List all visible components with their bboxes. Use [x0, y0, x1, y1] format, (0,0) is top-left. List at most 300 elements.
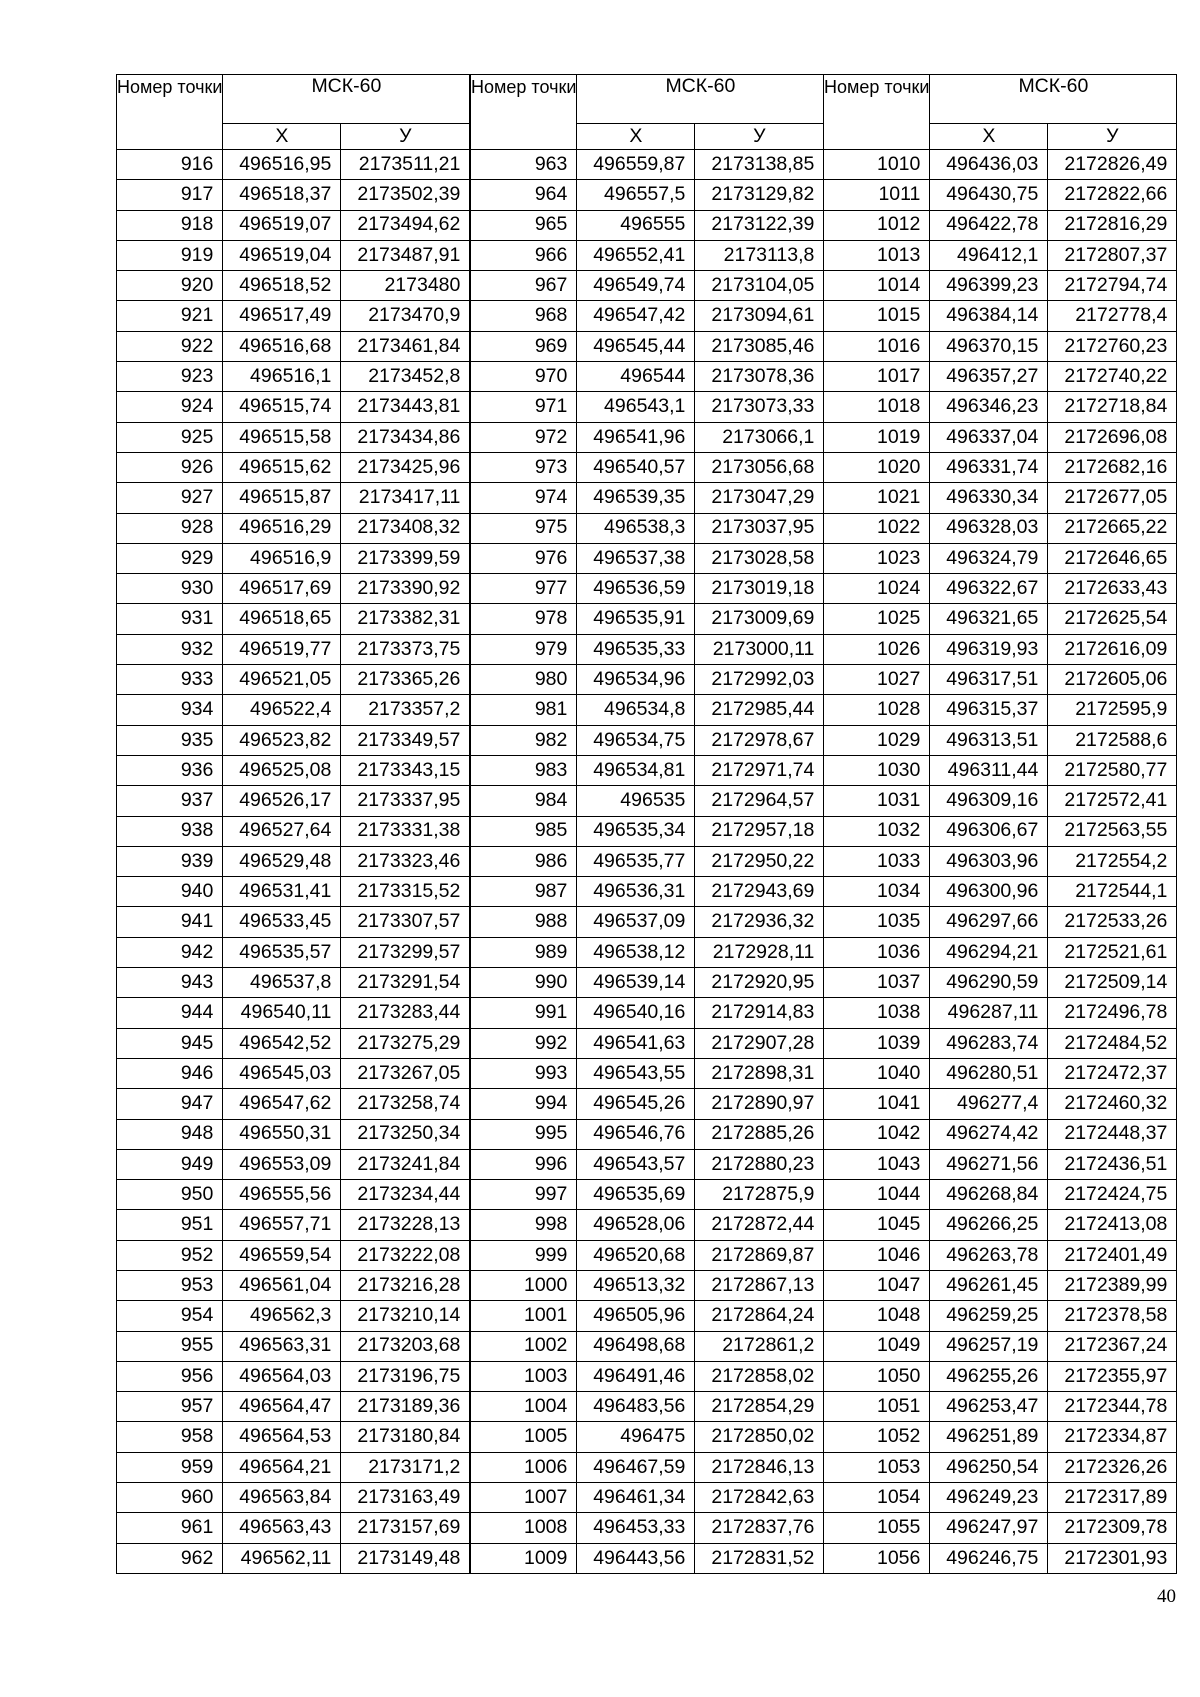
y-coordinate-cell: 2172367,24 [1048, 1331, 1177, 1361]
x-column-header: Х [223, 124, 341, 150]
table-row [117, 392, 470, 422]
x-column-header: Х [930, 124, 1048, 150]
point-number-cell: 947 [117, 1089, 223, 1119]
x-coordinate-cell: 496436,03 [930, 150, 1048, 180]
point-number-cell: 970 [471, 362, 577, 392]
coordinate-system-header: МСК-60 [223, 75, 470, 124]
y-coordinate-cell: 2173009,69 [695, 604, 824, 634]
y-coordinate-cell: 2172378,58 [1048, 1301, 1177, 1331]
y-coordinate-cell: 2173323,46 [341, 846, 470, 876]
table-row [471, 1331, 824, 1361]
y-coordinate-cell: 2172718,84 [1048, 392, 1177, 422]
x-coordinate-cell: 496564,21 [223, 1452, 341, 1482]
point-number-cell: 1037 [824, 968, 930, 998]
x-coordinate-cell: 496564,47 [223, 1392, 341, 1422]
table-row [824, 1513, 1177, 1543]
point-number-cell: 955 [117, 1331, 223, 1361]
table-row [824, 998, 1177, 1028]
y-coordinate-cell: 2172625,54 [1048, 604, 1177, 634]
point-number-cell: 1028 [824, 695, 930, 725]
table-row [471, 1089, 824, 1119]
x-coordinate-cell: 496547,62 [223, 1089, 341, 1119]
table-row [117, 1301, 470, 1331]
point-number-cell: 959 [117, 1452, 223, 1482]
table-row [824, 483, 1177, 513]
x-coordinate-cell: 496516,9 [223, 543, 341, 573]
table-row [117, 1513, 470, 1543]
table-row [117, 150, 470, 180]
point-number-cell: 1007 [471, 1483, 577, 1513]
point-number-cell: 1053 [824, 1452, 930, 1482]
x-coordinate-cell: 496539,14 [577, 968, 695, 998]
table-row [824, 604, 1177, 634]
y-coordinate-cell: 2172389,99 [1048, 1270, 1177, 1300]
x-coordinate-cell: 496255,26 [930, 1361, 1048, 1391]
y-coordinate-cell: 2172928,11 [695, 937, 824, 967]
point-number-cell: 982 [471, 725, 577, 755]
table-row [117, 877, 470, 907]
y-coordinate-cell: 2173180,84 [341, 1422, 470, 1452]
x-coordinate-cell: 496516,95 [223, 150, 341, 180]
x-coordinate-cell: 496516,68 [223, 331, 341, 361]
x-coordinate-cell: 496535,91 [577, 604, 695, 634]
x-coordinate-cell: 496562,11 [223, 1543, 341, 1573]
y-coordinate-cell: 2172317,89 [1048, 1483, 1177, 1513]
x-coordinate-cell: 496250,54 [930, 1452, 1048, 1482]
y-coordinate-cell: 2173122,39 [695, 210, 824, 240]
point-number-cell: 1044 [824, 1180, 930, 1210]
x-coordinate-cell: 496529,48 [223, 846, 341, 876]
y-coordinate-cell: 2172344,78 [1048, 1392, 1177, 1422]
table-row [824, 513, 1177, 543]
point-number-cell: 989 [471, 937, 577, 967]
x-coordinate-cell: 496552,41 [577, 240, 695, 270]
table-row [824, 1270, 1177, 1300]
point-number-cell: 939 [117, 846, 223, 876]
point-number-cell: 1005 [471, 1422, 577, 1452]
table-row [824, 331, 1177, 361]
y-coordinate-cell: 2172831,52 [695, 1543, 824, 1573]
point-number-cell: 974 [471, 483, 577, 513]
y-coordinate-cell: 2172309,78 [1048, 1513, 1177, 1543]
y-column-header: У [1048, 124, 1177, 150]
point-number-cell: 924 [117, 392, 223, 422]
x-coordinate-cell: 496555 [577, 210, 695, 240]
x-coordinate-cell: 496443,56 [577, 1543, 695, 1573]
x-coordinate-cell: 496263,78 [930, 1240, 1048, 1270]
table-row [117, 1270, 470, 1300]
point-number-cell: 1049 [824, 1331, 930, 1361]
y-coordinate-cell: 2173337,95 [341, 786, 470, 816]
table-row [117, 543, 470, 573]
table-row [117, 362, 470, 392]
point-number-cell: 916 [117, 150, 223, 180]
x-coordinate-cell: 496475 [577, 1422, 695, 1452]
point-number-cell: 971 [471, 392, 577, 422]
point-number-cell: 1010 [824, 150, 930, 180]
y-coordinate-cell: 2172875,9 [695, 1180, 824, 1210]
table-row [824, 1180, 1177, 1210]
y-coordinate-cell: 2172633,43 [1048, 574, 1177, 604]
x-coordinate-cell: 496290,59 [930, 968, 1048, 998]
table-row [117, 816, 470, 846]
y-column-header: У [695, 124, 824, 150]
y-coordinate-cell: 2172920,95 [695, 968, 824, 998]
y-coordinate-cell: 2173094,61 [695, 301, 824, 331]
table-row [471, 452, 824, 482]
point-number-cell: 965 [471, 210, 577, 240]
point-number-cell: 1047 [824, 1270, 930, 1300]
table-row [471, 816, 824, 846]
y-coordinate-cell: 2172436,51 [1048, 1149, 1177, 1179]
y-coordinate-cell: 2173171,2 [341, 1452, 470, 1482]
y-coordinate-cell: 2173399,59 [341, 543, 470, 573]
point-number-cell: 928 [117, 513, 223, 543]
x-coordinate-cell: 496246,75 [930, 1543, 1048, 1573]
x-coordinate-cell: 496540,16 [577, 998, 695, 1028]
point-number-cell: 1012 [824, 210, 930, 240]
point-number-cell: 1038 [824, 998, 930, 1028]
y-coordinate-cell: 2172605,06 [1048, 665, 1177, 695]
y-coordinate-cell: 2172964,57 [695, 786, 824, 816]
y-coordinate-cell: 2172760,23 [1048, 331, 1177, 361]
point-number-cell: 1046 [824, 1240, 930, 1270]
x-coordinate-cell: 496266,25 [930, 1210, 1048, 1240]
point-number-cell: 933 [117, 665, 223, 695]
table-row [471, 604, 824, 634]
table-row [117, 483, 470, 513]
x-coordinate-cell: 496563,84 [223, 1483, 341, 1513]
table-row [471, 1028, 824, 1058]
table-row [471, 1270, 824, 1300]
table-row [824, 574, 1177, 604]
point-number-cell: 1033 [824, 846, 930, 876]
y-coordinate-cell: 2173104,05 [695, 271, 824, 301]
table-row [824, 1361, 1177, 1391]
y-coordinate-cell: 2172867,13 [695, 1270, 824, 1300]
point-number-cell: 986 [471, 846, 577, 876]
coordinates-table-2 [470, 74, 824, 1574]
table-row [471, 634, 824, 664]
y-coordinate-cell: 2172401,49 [1048, 1240, 1177, 1270]
point-number-cell: 963 [471, 150, 577, 180]
y-coordinate-cell: 2172854,29 [695, 1392, 824, 1422]
y-coordinate-cell: 2172533,26 [1048, 907, 1177, 937]
x-coordinate-cell: 496562,3 [223, 1301, 341, 1331]
y-coordinate-cell: 2173047,29 [695, 483, 824, 513]
table-row [824, 1301, 1177, 1331]
table-row [471, 1180, 824, 1210]
point-number-cell: 918 [117, 210, 223, 240]
table-row [471, 998, 824, 1028]
table-row [471, 786, 824, 816]
table-row [824, 725, 1177, 755]
x-coordinate-cell: 496319,93 [930, 634, 1048, 664]
table-row [471, 1119, 824, 1149]
point-number-cell: 917 [117, 180, 223, 210]
y-coordinate-cell: 2173258,74 [341, 1089, 470, 1119]
x-coordinate-cell: 496498,68 [577, 1331, 695, 1361]
point-number-cell: 937 [117, 786, 223, 816]
point-number-cell: 1024 [824, 574, 930, 604]
y-coordinate-cell: 2172872,44 [695, 1210, 824, 1240]
x-coordinate-cell: 496527,64 [223, 816, 341, 846]
table-row [117, 968, 470, 998]
y-coordinate-cell: 2173216,28 [341, 1270, 470, 1300]
point-number-cell: 940 [117, 877, 223, 907]
y-coordinate-cell: 2172842,63 [695, 1483, 824, 1513]
table-row [471, 846, 824, 876]
point-number-cell: 1020 [824, 452, 930, 482]
table-row [824, 1483, 1177, 1513]
point-number-cell: 1042 [824, 1119, 930, 1149]
x-coordinate-cell: 496564,53 [223, 1422, 341, 1452]
table-row [471, 725, 824, 755]
y-coordinate-cell: 2173443,81 [341, 392, 470, 422]
x-coordinate-cell: 496297,66 [930, 907, 1048, 937]
x-coordinate-cell: 496540,57 [577, 452, 695, 482]
point-number-cell: 1006 [471, 1452, 577, 1482]
x-coordinate-cell: 496545,26 [577, 1089, 695, 1119]
x-coordinate-cell: 496526,17 [223, 786, 341, 816]
point-number-cell: 931 [117, 604, 223, 634]
point-number-cell: 1048 [824, 1301, 930, 1331]
point-number-cell: 949 [117, 1149, 223, 1179]
point-number-cell: 988 [471, 907, 577, 937]
y-coordinate-cell: 2172554,2 [1048, 846, 1177, 876]
coordinate-system-header: МСК-60 [930, 75, 1177, 124]
point-number-cell: 942 [117, 937, 223, 967]
point-number-cell: 960 [117, 1483, 223, 1513]
y-coordinate-cell: 2172936,32 [695, 907, 824, 937]
table-row [824, 968, 1177, 998]
x-coordinate-cell: 496535 [577, 786, 695, 816]
point-number-cell: 962 [117, 1543, 223, 1573]
table-row [824, 240, 1177, 270]
x-coordinate-cell: 496505,96 [577, 1301, 695, 1331]
table-row [471, 513, 824, 543]
point-number-cell: 923 [117, 362, 223, 392]
table-row [117, 210, 470, 240]
x-coordinate-cell: 496249,23 [930, 1483, 1048, 1513]
table-row [824, 937, 1177, 967]
point-number-cell: 969 [471, 331, 577, 361]
table-row [117, 1392, 470, 1422]
point-number-cell: 1001 [471, 1301, 577, 1331]
y-coordinate-cell: 2173275,29 [341, 1028, 470, 1058]
y-coordinate-cell: 2172616,09 [1048, 634, 1177, 664]
x-coordinate-cell: 496535,33 [577, 634, 695, 664]
y-coordinate-cell: 2173452,8 [341, 362, 470, 392]
x-coordinate-cell: 496331,74 [930, 452, 1048, 482]
y-coordinate-cell: 2172950,22 [695, 846, 824, 876]
table-row [471, 1483, 824, 1513]
point-number-cell: 968 [471, 301, 577, 331]
table-row [824, 180, 1177, 210]
point-number-cell: 1022 [824, 513, 930, 543]
y-coordinate-cell: 2172992,03 [695, 665, 824, 695]
table-row [117, 665, 470, 695]
x-coordinate-cell: 496261,45 [930, 1270, 1048, 1300]
y-coordinate-cell: 2172957,18 [695, 816, 824, 846]
point-number-cell: 1016 [824, 331, 930, 361]
y-coordinate-cell: 2173019,18 [695, 574, 824, 604]
x-coordinate-cell: 496535,34 [577, 816, 695, 846]
table-row [117, 1119, 470, 1149]
y-coordinate-cell: 2172816,29 [1048, 210, 1177, 240]
y-coordinate-cell: 2172572,41 [1048, 786, 1177, 816]
point-number-cell: 1040 [824, 1058, 930, 1088]
y-coordinate-cell: 2173203,68 [341, 1331, 470, 1361]
table-row [824, 1392, 1177, 1422]
x-coordinate-cell: 496306,67 [930, 816, 1048, 846]
y-coordinate-cell: 2172794,74 [1048, 271, 1177, 301]
point-number-cell: 950 [117, 1180, 223, 1210]
table-row [471, 483, 824, 513]
x-coordinate-cell: 496287,11 [930, 998, 1048, 1028]
point-number-cell: 941 [117, 907, 223, 937]
y-coordinate-cell: 2173267,05 [341, 1058, 470, 1088]
table-row [471, 271, 824, 301]
table-row [117, 755, 470, 785]
x-coordinate-cell: 496528,06 [577, 1210, 695, 1240]
point-number-header-blank [824, 124, 930, 150]
y-coordinate-cell: 2173066,1 [695, 422, 824, 452]
point-number-cell: 972 [471, 422, 577, 452]
table-row [824, 392, 1177, 422]
y-coordinate-cell: 2173163,49 [341, 1483, 470, 1513]
table-row [117, 1210, 470, 1240]
point-number-cell: 930 [117, 574, 223, 604]
table-row [824, 210, 1177, 240]
x-coordinate-cell: 496515,62 [223, 452, 341, 482]
y-coordinate-cell: 2172496,78 [1048, 998, 1177, 1028]
y-coordinate-cell: 2172484,52 [1048, 1028, 1177, 1058]
y-coordinate-cell: 2173037,95 [695, 513, 824, 543]
x-coordinate-cell: 496564,03 [223, 1361, 341, 1391]
point-number-cell: 983 [471, 755, 577, 785]
y-coordinate-cell: 2173283,44 [341, 998, 470, 1028]
y-coordinate-cell: 2172864,24 [695, 1301, 824, 1331]
table-row [824, 695, 1177, 725]
x-coordinate-cell: 496337,04 [930, 422, 1048, 452]
y-coordinate-cell: 2172448,37 [1048, 1119, 1177, 1149]
point-number-cell: 921 [117, 301, 223, 331]
y-coordinate-cell: 2172846,13 [695, 1452, 824, 1482]
x-coordinate-cell: 496517,49 [223, 301, 341, 331]
table-row [471, 1392, 824, 1422]
table-row [471, 210, 824, 240]
x-coordinate-cell: 496563,43 [223, 1513, 341, 1543]
point-number-cell: 992 [471, 1028, 577, 1058]
point-number-cell: 935 [117, 725, 223, 755]
y-coordinate-cell: 2173315,52 [341, 877, 470, 907]
table-row [117, 452, 470, 482]
table-row [471, 1058, 824, 1088]
x-coordinate-cell: 496519,04 [223, 240, 341, 270]
x-coordinate-cell: 496515,87 [223, 483, 341, 513]
point-number-cell: 943 [117, 968, 223, 998]
y-coordinate-cell: 2172424,75 [1048, 1180, 1177, 1210]
x-coordinate-cell: 496513,32 [577, 1270, 695, 1300]
point-number-cell: 997 [471, 1180, 577, 1210]
y-coordinate-cell: 2172858,02 [695, 1361, 824, 1391]
point-number-header: Номер точки [117, 75, 223, 124]
y-coordinate-cell: 2172850,02 [695, 1422, 824, 1452]
table-row [824, 907, 1177, 937]
y-coordinate-cell: 2172334,87 [1048, 1422, 1177, 1452]
y-coordinate-cell: 2172914,83 [695, 998, 824, 1028]
coordinate-system-header: МСК-60 [577, 75, 824, 124]
x-coordinate-cell: 496515,58 [223, 422, 341, 452]
y-coordinate-cell: 2173502,39 [341, 180, 470, 210]
point-number-cell: 973 [471, 452, 577, 482]
table-row [824, 271, 1177, 301]
x-coordinate-cell: 496328,03 [930, 513, 1048, 543]
x-coordinate-cell: 496283,74 [930, 1028, 1048, 1058]
y-coordinate-cell: 2172890,97 [695, 1089, 824, 1119]
point-number-header-blank [117, 124, 223, 150]
point-number-cell: 985 [471, 816, 577, 846]
table-row [471, 392, 824, 422]
x-coordinate-cell: 496309,16 [930, 786, 1048, 816]
y-coordinate-cell: 2172588,6 [1048, 725, 1177, 755]
table-row [471, 937, 824, 967]
point-number-cell: 995 [471, 1119, 577, 1149]
y-coordinate-cell: 2172885,26 [695, 1119, 824, 1149]
point-number-cell: 1011 [824, 180, 930, 210]
x-coordinate-cell: 496535,69 [577, 1180, 695, 1210]
x-coordinate-cell: 496322,67 [930, 574, 1048, 604]
y-coordinate-cell: 2172355,97 [1048, 1361, 1177, 1391]
table-row [471, 331, 824, 361]
y-coordinate-cell: 2172521,61 [1048, 937, 1177, 967]
y-coordinate-cell: 2173343,15 [341, 755, 470, 785]
point-number-cell: 1017 [824, 362, 930, 392]
x-coordinate-cell: 496300,96 [930, 877, 1048, 907]
x-coordinate-cell: 496430,75 [930, 180, 1048, 210]
y-coordinate-cell: 2172869,87 [695, 1240, 824, 1270]
x-coordinate-cell: 496294,21 [930, 937, 1048, 967]
table-row [471, 240, 824, 270]
point-number-cell: 1051 [824, 1392, 930, 1422]
x-coordinate-cell: 496370,15 [930, 331, 1048, 361]
x-coordinate-cell: 496538,12 [577, 937, 695, 967]
table-row [117, 1240, 470, 1270]
y-coordinate-cell: 2172907,28 [695, 1028, 824, 1058]
y-coordinate-cell: 2173222,08 [341, 1240, 470, 1270]
x-coordinate-cell: 496534,75 [577, 725, 695, 755]
point-number-cell: 998 [471, 1210, 577, 1240]
table-row [471, 1301, 824, 1331]
x-coordinate-cell: 496253,47 [930, 1392, 1048, 1422]
point-number-cell: 952 [117, 1240, 223, 1270]
y-coordinate-cell: 2173228,13 [341, 1210, 470, 1240]
table-row [471, 665, 824, 695]
table-row [471, 301, 824, 331]
x-coordinate-cell: 496553,09 [223, 1149, 341, 1179]
y-coordinate-cell: 2173470,9 [341, 301, 470, 331]
table-row [117, 331, 470, 361]
point-number-cell: 919 [117, 240, 223, 270]
point-number-cell: 999 [471, 1240, 577, 1270]
x-coordinate-cell: 496550,31 [223, 1119, 341, 1149]
x-coordinate-cell: 496518,37 [223, 180, 341, 210]
table-row [117, 634, 470, 664]
point-number-cell: 1029 [824, 725, 930, 755]
x-coordinate-cell: 496541,96 [577, 422, 695, 452]
table-row [824, 1210, 1177, 1240]
